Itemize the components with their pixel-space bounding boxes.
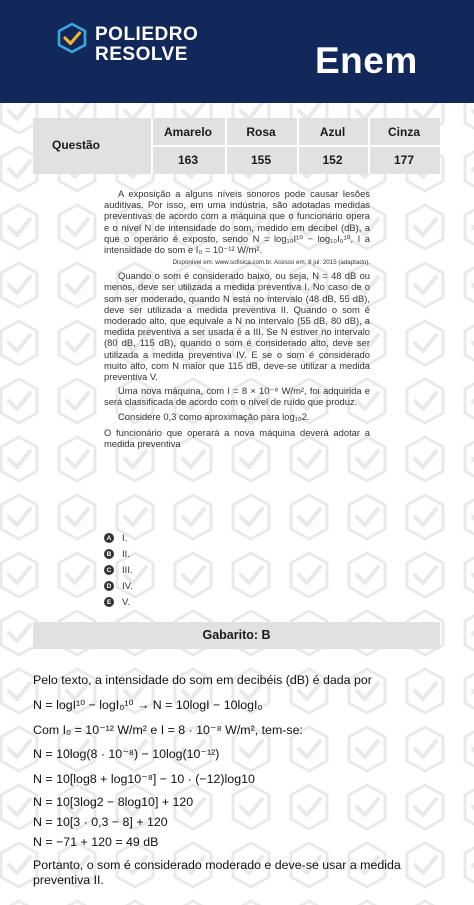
option-d	[104, 578, 133, 594]
solution-formula: N = logI¹⁰ − logI₀¹⁰ → N = 10logI − 10logI₀	[33, 698, 263, 712]
solution-step: N = 10log(8 · 10⁻⁸) − 10log(10⁻¹²)	[33, 747, 220, 761]
answer-options	[104, 530, 133, 610]
table-cell: 177	[393, 153, 415, 167]
option-letter-badge: B	[104, 549, 114, 559]
exam-title: Enem	[315, 40, 418, 81]
question-paragraph: A exposição a alguns níveis sonoros pode causar lesões auditivas. Por isso, em uma indústria, são adotadas medidas preventivas de acordo com a máquina que o funcionário opera e o nível N de intensidade do som, medido em decibel (dB), a que o operário é exposto, sendo N = log₁₀I¹⁰ − log₁₀I₀¹⁰, I a intensidade do som e I₀ = 10⁻¹² W/m².	[104, 188, 370, 256]
table-cell: 163	[177, 153, 199, 167]
question-paragraph: Uma nova máquina, com I = 8 × 10⁻⁸ W/m², foi adquirida e será classificada de acordo com o nível de ruído que produz.	[104, 385, 370, 408]
question-number-table	[33, 118, 440, 174]
brand-line1: POLIEDRO	[95, 24, 199, 45]
solution-step: N = −71 + 120 = 49 dB	[33, 835, 159, 849]
column-header: Amarelo	[163, 125, 213, 139]
question-paragraph: Considere 0,3 como aproximação para log₁₀2.	[118, 410, 310, 422]
option-letter-badge: A	[104, 533, 114, 543]
table-cell: 152	[322, 153, 343, 167]
option-letter-badge: D	[104, 581, 114, 591]
option-text: III.	[122, 564, 133, 576]
question-statement	[104, 188, 370, 449]
table-row-header: Questão	[51, 138, 100, 152]
option-e	[104, 594, 133, 610]
solution-intro: Pelo texto, a intensidade do som em decibéis (dB) é dada por	[33, 673, 372, 687]
source-citation: Disponível em: www.sofisica.com.br. Acesso em: 8 jul. 2015 (adaptado).	[172, 259, 370, 267]
solution-step: N = 10[3 · 0,3 − 8] + 120	[33, 815, 168, 829]
answer-key-bar: Gabarito: B	[33, 622, 440, 649]
question-paragraph: Quando o som é considerado baixo, ou seja, N = 48 dB ou menos, deve ser utilizada a medida preventiva I. No caso de o som ser moderado, quando N está no intervalo (48 dB, 55 dB), deve ser utilizada a medida preventiva II. Quando o som é moderado alto, que equivale a N no intervalo (55 dB, 80 dB), a medida preventiva a ser usada é a III. Se N estiver no intervalo (80 dB, 115 dB), quando o som é considerado alto, deve ser utilizada a medida preventiva IV. E se o som é considerado muito alto, com N maior que 115 dB, deve-se utilizar a medida preventiva V.	[104, 270, 370, 383]
option-a	[104, 530, 133, 546]
column-header: Rosa	[246, 125, 276, 139]
option-text: II.	[122, 548, 130, 560]
solution-step: N = 10[log8 + log10⁻⁸] − 10 · (−12)log10	[33, 772, 255, 786]
option-text: V.	[122, 596, 131, 608]
option-b	[104, 546, 133, 562]
option-c	[104, 562, 133, 578]
table-cell: 155	[250, 153, 272, 167]
option-text: IV.	[122, 580, 133, 592]
solution-given: Com I₀ = 10⁻¹² W/m² e I = 8 · 10⁻⁸ W/m², tem-se:	[33, 723, 303, 737]
column-header: Cinza	[387, 125, 420, 139]
option-letter-badge: E	[104, 597, 114, 607]
option-text: I.	[122, 532, 128, 544]
solution-step: N = 10[3log2 − 8log10] + 120	[33, 795, 194, 809]
option-letter-badge: C	[104, 565, 114, 575]
solution-conclusion: Portanto, o som é considerado moderado e deve-se usar a medida preventiva II.	[33, 858, 401, 887]
column-header: Azul	[319, 125, 346, 139]
question-prompt: O funcionário que operará a nova máquina deverá adotar a medida preventiva	[104, 426, 370, 450]
brand-line2: RESOLVE	[95, 44, 188, 65]
